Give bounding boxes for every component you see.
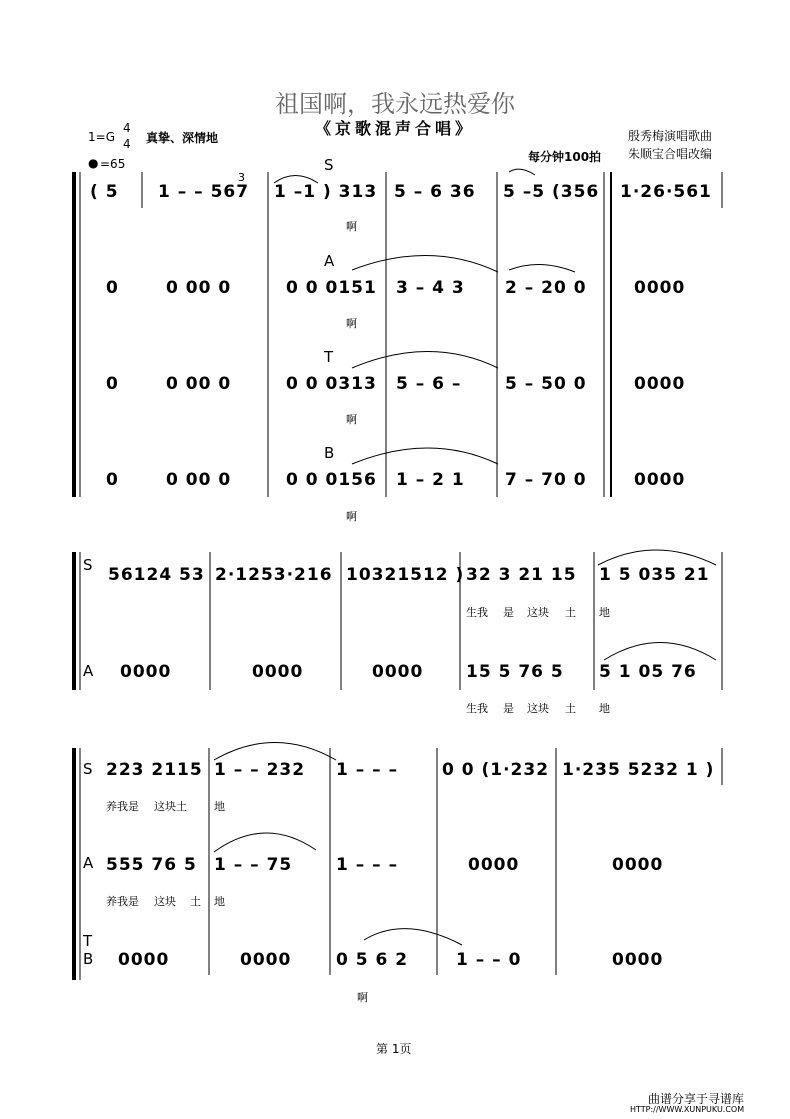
part-label-soprano: S (83, 760, 93, 778)
notation-measure: 0000 (252, 662, 304, 682)
lyric: 啊 (346, 510, 357, 523)
notation-measure: 0 0 0313 (286, 374, 377, 394)
svg-text:3: 3 (238, 171, 245, 184)
notation-measure: 555 76 5 (106, 855, 197, 875)
notation-measure: 1 – – 0 (456, 950, 522, 970)
lyric: 地 (599, 702, 610, 715)
expression-mark: 真挚、深情地 (146, 131, 219, 145)
part-label-tenor: T (324, 348, 334, 366)
part-label-tenor: T (83, 932, 93, 950)
notation-measure: 1 – – 232 (214, 760, 306, 780)
notation-measure: 7 – 70 0 (505, 470, 587, 490)
notation-measure: 0000 (118, 950, 170, 970)
notation-measure: 10321512 ) (346, 565, 465, 585)
notation-measure: 1·26·561 (620, 182, 712, 202)
notation-measure: 0000 (634, 374, 686, 394)
lyric: 啊 (346, 220, 357, 233)
lyric: 土 (565, 606, 576, 619)
lyric: 养我是 (106, 800, 139, 813)
lyric: 这块 (154, 895, 176, 908)
notation-measure: 5 – 6 36 (394, 182, 476, 202)
notation-measure: 1 – – – (336, 760, 399, 780)
notation-measure: 0000 (634, 278, 686, 298)
notation-measure: 0000 (120, 662, 172, 682)
notation-measure: 0 00 0 (166, 470, 232, 490)
part-label-alto: A (83, 662, 94, 680)
lyric: 是 (503, 702, 514, 715)
notation-measure: 0 0 (1·232 (442, 760, 550, 780)
notation-measure: 223 2115 (106, 760, 203, 780)
notation-measure: ( 5 (90, 182, 119, 202)
watermark-site-name: 曲谱分享于寻谱库 (648, 1092, 745, 1106)
lyric: 这块 (527, 702, 549, 715)
watermark-url[interactable]: HTTP://WWW.XUNPUKU.COM (630, 1105, 745, 1114)
notation-measure: 0 5 6 2 (336, 950, 409, 970)
lyric: 地 (599, 606, 610, 619)
page-title: 祖国啊，我永远热爱你 (275, 90, 515, 118)
part-label-soprano: S (83, 556, 93, 574)
lyric: 这块 (527, 606, 549, 619)
notation-measure: 0000 (372, 662, 424, 682)
tempo-marking: =65 (100, 157, 126, 171)
part-label-bass: B (83, 950, 94, 968)
notation-measure: 15 5 76 5 (466, 662, 564, 682)
part-label-soprano: S (324, 156, 334, 174)
notation-measure: 5 –5 (356 (503, 182, 600, 202)
notation-measure: 1 – 2 1 (396, 470, 465, 490)
notation-measure: 56124 53 (108, 565, 205, 585)
part-label-alto: A (83, 854, 94, 872)
notation-measure: 1 –1 ) 313 (274, 182, 378, 202)
notation-measure: 0 (106, 278, 119, 298)
notation-measure: 32 3 21 15 (466, 565, 577, 585)
notation-measure: 2 – 20 0 (505, 278, 587, 298)
notation-measure: 0 (106, 374, 119, 394)
key-signature: 1=G (88, 130, 115, 144)
lyric: 啊 (346, 413, 357, 426)
page-subtitle: 《京歌混声合唱》 (314, 119, 475, 138)
notation-measure: 0000 (612, 950, 664, 970)
notation-measure: 0000 (240, 950, 292, 970)
notation-measure: 5 – 6 – (396, 374, 462, 394)
notation-measure: 0 00 0 (166, 278, 232, 298)
time-signature-top: 4 (123, 121, 131, 135)
notation-measure: 3 – 4 3 (396, 278, 465, 298)
notation-measure: 0 0 0151 (286, 278, 377, 298)
notation-measure: 5 1 05 76 (599, 662, 697, 682)
lyric: 啊 (357, 991, 368, 1004)
notation-measure: 0 (106, 470, 119, 490)
part-label-bass: B (324, 444, 335, 462)
lyric: 地 (214, 895, 225, 908)
notation-measure: 1 – – – (336, 855, 399, 875)
lyric: 生我 (466, 702, 488, 715)
lyric: 养我是 (106, 895, 139, 908)
page-number: 第 1页 (376, 1042, 412, 1056)
lyric: 是 (503, 606, 514, 619)
tempo-text: 每分钟100拍 (528, 150, 602, 164)
notation-measure: 2·1253·216 (215, 565, 333, 585)
notation-measure: 1 – – 75 (214, 855, 293, 875)
lyric: 地 (214, 800, 225, 813)
lyric: 生我 (466, 606, 488, 619)
notation-measure: 0000 (612, 855, 664, 875)
lyric: 啊 (346, 317, 357, 330)
part-label-alto: A (324, 252, 335, 270)
credit-singer: 殷秀梅演唱歌曲 (628, 129, 713, 143)
notation-measure: 0000 (468, 855, 520, 875)
quarter-note-icon: ● (88, 156, 99, 170)
notation-measure: 5 – 50 0 (505, 374, 587, 394)
notation-measure: 1·235 5232 1 ) (562, 760, 715, 780)
lyric: 这块土 (154, 800, 187, 813)
time-signature-bottom: 4 (123, 137, 131, 151)
credit-arranger: 朱顺宝合唱改编 (628, 147, 713, 161)
lyric: 土 (190, 895, 201, 908)
notation-measure: 0000 (634, 470, 686, 490)
notation-measure: 0 0 0156 (286, 470, 377, 490)
lyric: 土 (565, 702, 576, 715)
notation-measure: 1 5 035 21 (599, 565, 710, 585)
notation-measure: 1 – – 567 (158, 182, 250, 202)
notation-measure: 0 00 0 (166, 374, 232, 394)
